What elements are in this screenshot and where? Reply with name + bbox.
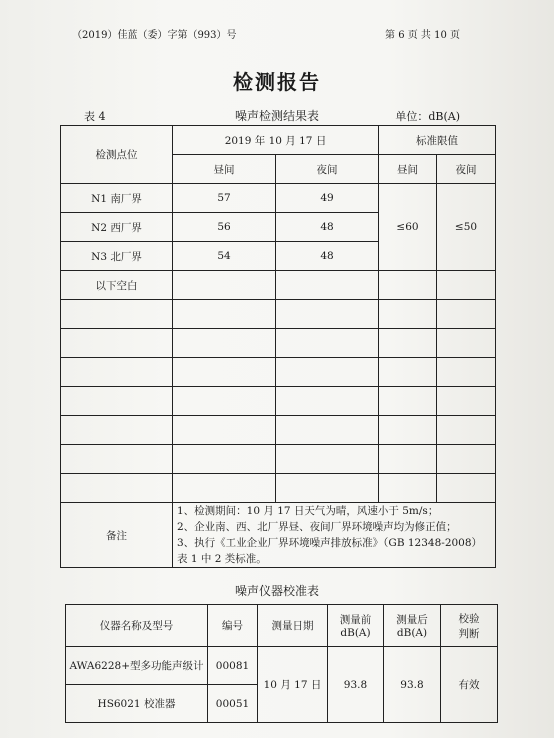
- remark-label: 备注: [61, 503, 173, 568]
- empty-cell: [173, 387, 276, 416]
- day-value: 54: [173, 242, 276, 271]
- empty-cell: [61, 387, 173, 416]
- empty-cell: [437, 445, 496, 474]
- after-value: 93.8: [384, 647, 441, 723]
- point-cell: N1 南厂界: [61, 184, 173, 213]
- empty-cell: [61, 416, 173, 445]
- remark-line: 3、执行《工业企业厂界环境噪声排放标准》（GB 12348-2008）: [177, 537, 483, 549]
- empty-cell: [379, 416, 437, 445]
- noise-results-table: [60, 125, 496, 568]
- night-value: [276, 271, 379, 300]
- instrument-number: 00081: [208, 647, 258, 685]
- empty-cell: [437, 271, 496, 300]
- empty-cell: [173, 329, 276, 358]
- empty-cell: [276, 329, 379, 358]
- day-value: 57: [173, 184, 276, 213]
- empty-cell: [437, 358, 496, 387]
- empty-cell: [173, 416, 276, 445]
- calibration-table: [65, 604, 498, 723]
- empty-cell: [61, 445, 173, 474]
- empty-cell: [61, 300, 173, 329]
- col-header-standard: 标准限值: [379, 126, 496, 155]
- col-header-std-day: 昼间: [379, 155, 437, 184]
- point-cell: N2 西厂界: [61, 213, 173, 242]
- remark-line: 表 1 中 2 类标准。: [177, 553, 267, 565]
- unit-label: 单位：dB(A): [395, 110, 460, 123]
- empty-cell: [173, 300, 276, 329]
- empty-cell: [173, 474, 276, 503]
- cal-header-name: 仪器名称及型号: [66, 605, 208, 647]
- empty-cell: [61, 329, 173, 358]
- empty-cell: [437, 300, 496, 329]
- empty-cell: [437, 474, 496, 503]
- report-title: 检测报告: [233, 70, 321, 94]
- col-header-date: 2019 年 10 月 17 日: [173, 126, 379, 155]
- empty-cell: [379, 445, 437, 474]
- instrument-name: HS6021 校准器: [66, 685, 208, 723]
- col-header-day: 昼间: [173, 155, 276, 184]
- table-number: 表 4: [84, 110, 106, 123]
- result-value: 有效: [441, 647, 498, 723]
- day-value: 56: [173, 213, 276, 242]
- empty-cell: [379, 358, 437, 387]
- empty-cell: [437, 387, 496, 416]
- point-cell: 以下空白: [61, 271, 173, 300]
- empty-cell: [276, 387, 379, 416]
- night-value: 49: [276, 184, 379, 213]
- cal-header-after: 测量后 dB(A): [384, 605, 441, 647]
- cal-header-before: 测量前 dB(A): [328, 605, 384, 647]
- table-name: 噪声检测结果表: [234, 109, 319, 123]
- col-header-night: 夜间: [276, 155, 379, 184]
- std-day-value: ≤60: [379, 184, 437, 271]
- empty-cell: [173, 445, 276, 474]
- instrument-number: 00051: [208, 685, 258, 723]
- measure-date: 10 月 17 日: [258, 647, 328, 723]
- col-header-point: 检测点位: [61, 126, 173, 184]
- empty-cell: [276, 300, 379, 329]
- std-night-value: ≤50: [437, 184, 496, 271]
- before-value: 93.8: [328, 647, 384, 723]
- day-value: [173, 271, 276, 300]
- cal-header-date: 测量日期: [258, 605, 328, 647]
- point-cell: N3 北厂界: [61, 242, 173, 271]
- empty-cell: [437, 416, 496, 445]
- empty-cell: [379, 474, 437, 503]
- empty-cell: [437, 329, 496, 358]
- empty-cell: [379, 329, 437, 358]
- empty-cell: [61, 474, 173, 503]
- empty-cell: [173, 358, 276, 387]
- empty-cell: [379, 387, 437, 416]
- empty-cell: [276, 474, 379, 503]
- remark-line: 2、企业南、西、北厂界昼、夜间厂界环境噪声均为修正值；: [177, 521, 457, 533]
- instrument-name: AWA6228+型多功能声级计: [66, 647, 208, 685]
- empty-cell: [276, 358, 379, 387]
- cal-header-result: 校验 判断: [441, 605, 498, 647]
- night-value: 48: [276, 242, 379, 271]
- empty-cell: [61, 358, 173, 387]
- empty-cell: [276, 416, 379, 445]
- remark-line: 1、检测期间：10 月 17 日天气为晴，风速小于 5m/s；: [177, 505, 439, 517]
- empty-cell: [276, 445, 379, 474]
- empty-cell: [379, 271, 437, 300]
- col-header-std-night: 夜间: [437, 155, 496, 184]
- calibration-table-title: 噪声仪器校准表: [234, 584, 319, 598]
- night-value: 48: [276, 213, 379, 242]
- document-number: （2019）佳蓝（委）字第（993）号: [72, 30, 237, 41]
- cal-header-number: 编号: [208, 605, 258, 647]
- remark-text: [173, 503, 496, 568]
- empty-cell: [379, 300, 437, 329]
- page-info: 第 6 页 共 10 页: [385, 30, 460, 41]
